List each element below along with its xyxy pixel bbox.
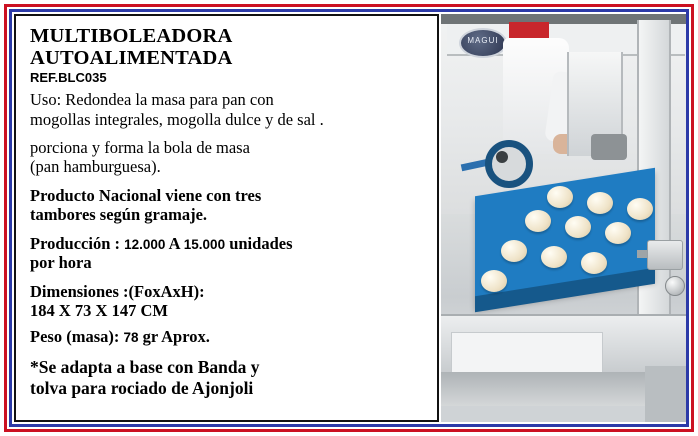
dough-ball — [627, 198, 653, 220]
dough-ball — [525, 210, 551, 232]
weight-row — [30, 327, 427, 346]
use-line-2: mogollas integrales, mogolla dulce y de sal . — [30, 109, 324, 129]
dimensions-value: 184 X 73 X 147 CM — [30, 301, 168, 321]
dough-ball — [587, 192, 613, 214]
adapt-line-2: tolva para rociado de Ajonjoli — [30, 377, 254, 398]
national-line-2 — [30, 205, 427, 224]
national-line-1: Producto Nacional viene con tres — [30, 185, 262, 205]
machine-brand-badge — [459, 28, 507, 58]
national-line-2-period: . — [202, 205, 208, 225]
dough-ball — [581, 252, 607, 274]
portion-line-1: porciona y forma la bola de masa — [30, 137, 250, 157]
machine-photo — [441, 14, 686, 422]
right-side-structure — [645, 366, 686, 422]
weight-label: Peso (masa): — [30, 326, 120, 346]
adaptation-note — [30, 357, 427, 398]
dough-ball — [481, 270, 507, 292]
chute-shadow — [591, 134, 627, 160]
portion-line-2: (pan hamburguesa). — [30, 157, 161, 177]
production-label: Producción : — [30, 233, 120, 253]
dough-ball — [605, 222, 631, 244]
product-reference: REF.BLC035 — [30, 70, 107, 86]
dough-ball — [565, 216, 591, 238]
specification-panel — [14, 14, 439, 422]
handwheel — [485, 140, 533, 188]
adapt-line-1: *Se adapta a base con Banda y — [30, 357, 260, 378]
motor-housing — [647, 240, 683, 270]
weight-value: 78 — [123, 329, 139, 345]
use-line-1: Uso: Redondea la masa para pan con — [30, 90, 274, 110]
dimensions-label: Dimensiones :(FoxAxH): — [30, 281, 205, 301]
handwheel-hub — [496, 151, 508, 163]
dough-ball — [541, 246, 567, 268]
national-line-2-text: tambores según gramaje — [30, 205, 203, 225]
production-max: 15.000 — [183, 236, 226, 252]
machine-brand-label: MAGUI — [467, 36, 499, 45]
machine-base-panel — [451, 332, 603, 374]
production-row — [30, 234, 427, 253]
adjustment-knob — [665, 276, 685, 296]
weight-unit: gr Aprox. — [142, 326, 210, 346]
production-separator: A — [168, 233, 180, 253]
dough-ball — [501, 240, 527, 262]
product-title: MULTIBOLEADORA AUTOALIMENTADA — [30, 25, 233, 69]
production-units: unidades — [229, 233, 293, 253]
production-min: 12.000 — [124, 236, 166, 252]
dough-ball — [547, 186, 573, 208]
production-per-hour: por hora — [30, 253, 92, 273]
